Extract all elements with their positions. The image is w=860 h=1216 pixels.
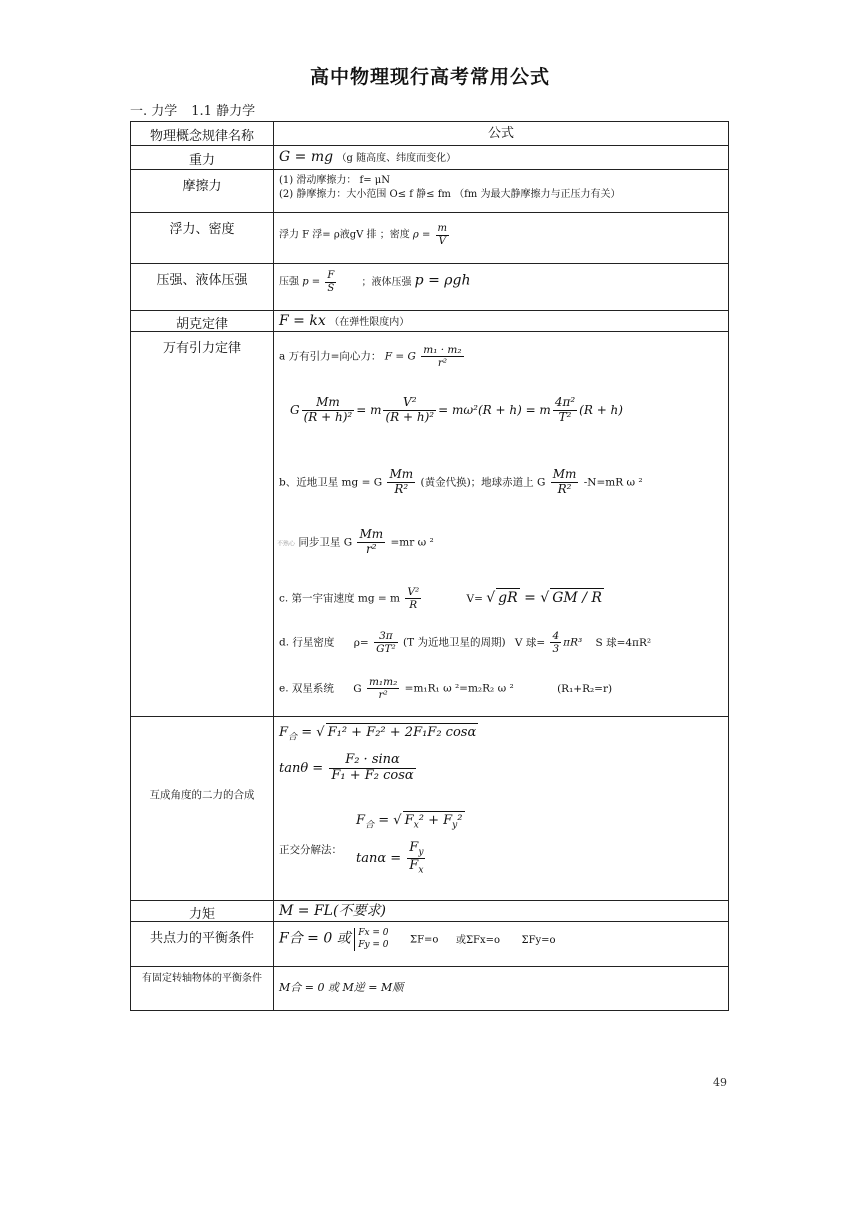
d-rho: ρ= (353, 636, 369, 649)
row-formula (274, 332, 728, 716)
row-formula (274, 922, 728, 966)
sync-end: =mr ω ² (390, 536, 434, 549)
a-fraction (421, 344, 463, 369)
a-formula: F = G (384, 350, 416, 363)
e-g: G (353, 682, 362, 695)
page-number: 49 (713, 1076, 727, 1089)
gravitation-sync: 不熟心 同步卫星 G $\frac{Mm}{\text{r²}}$ =mr ω ² (277, 527, 434, 556)
buoyancy-text: 浮力 F 浮= ρ液gV 排 (279, 229, 377, 241)
pressure-symbol: p = (302, 276, 321, 288)
d-label: d. 行星密度 (279, 636, 335, 649)
page-title: 高中物理现行高考常用公式 (309, 66, 550, 88)
liquid-pressure-formula: p = ρgh (414, 272, 471, 289)
resultant-force-formula: $F_合$ = √ F₁² + F₂² + 2F₁F₂ cosα (279, 725, 477, 743)
sum-fx: 或ΣFx=o (455, 934, 501, 946)
formula-hooke: F = kx (279, 313, 326, 329)
orthogonal-tan: tanα = $\frac{F_y}{F_x}$ (356, 840, 424, 876)
c-label: c. 第一宇宙速度 mg = m (279, 592, 401, 605)
friction-line-2: (2) 静摩擦力：大小范围 O≤ f 静≤ fm （fm 为最大静摩擦力与正压力有关） (279, 188, 621, 200)
formula-table (130, 121, 729, 1011)
d-note: (T 为近地卫星的周期) (403, 636, 506, 649)
sum-fy: ΣFy=o (521, 934, 556, 946)
gravitation-a (279, 344, 466, 369)
gravitation-c: c. 第一宇宙速度 mg = m $\frac{\text{V²}}{R}$ V= √ gR = √ GM / R (279, 586, 602, 612)
header-name: 物理概念规律名称 (149, 129, 254, 144)
gravitation-e: e. 双星系统 G $\frac{\text{m₁m₂}}{\text{r²}}$ =m₁R₁ ω ²=m₂R₂ ω ² (R₁+R₂=r) (279, 676, 613, 702)
row-hooke (131, 310, 728, 331)
row-formula: M合 = 0 或 M逆 = M顺 (279, 981, 404, 994)
section-heading (130, 100, 255, 119)
row-composition (131, 716, 728, 900)
orthogonal-label: 正交分解法： (279, 844, 342, 856)
row-torque (131, 900, 728, 921)
row-pressure (131, 263, 728, 310)
a-label: a 万有引力=向心力： (279, 350, 382, 363)
b-label: b、近地卫星 mg = G (279, 476, 383, 489)
row-gravitation (131, 331, 728, 716)
formula-torque: M = FL(不要求) (279, 903, 386, 919)
liquid-pressure-label: ；液体压强 (361, 276, 412, 288)
friction-line-1: (1) 滑动摩擦力： f= μN (279, 175, 391, 186)
b-end: -N=mR ω ² (583, 476, 643, 489)
row-formula (274, 901, 728, 921)
e-condition: (R₁+R₂=r) (557, 682, 613, 695)
header-formula: 公式 (487, 126, 514, 141)
gravitation-b: b、近地卫星 mg = G $\frac{Mm}{\text{R²}}$ (黄金代换)；地球赤道上 G $\frac{Mm}{\text{R²}}$ -N=mR ω ² (279, 467, 643, 496)
tan-theta-formula: tanθ = $\frac{\text{F₂ · sinα}}{\text{F₁ + F₂ cosα}}$ (279, 752, 414, 783)
row-name: 胡克定律 (175, 317, 228, 332)
row-gravity (131, 145, 728, 169)
pressure-fraction (325, 270, 336, 294)
sync-watermark: 不熟心 (277, 540, 296, 548)
frac-num: m (437, 223, 448, 234)
row-formula (274, 311, 728, 331)
row-formula (274, 264, 728, 310)
row-name: 浮力、密度 (169, 222, 235, 237)
row-formula (274, 717, 728, 900)
sync-label: 同步卫星 G (298, 536, 353, 549)
orthogonal-resultant: $F_合$ = √ $F_x^2 + F_y^2$ (356, 813, 463, 831)
formula-note: （g 随高度、纬度而变化） (336, 153, 457, 164)
row-name: 共点力的平衡条件 (149, 931, 254, 946)
row-name: 摩擦力 (182, 179, 222, 194)
row-formula (274, 146, 728, 169)
pressure-label: 压强 (279, 276, 299, 288)
row-name: 互成角度的二力的合成 (149, 789, 255, 801)
row-name: 重力 (188, 153, 215, 168)
row-formula (274, 213, 728, 263)
c-v: V= (466, 592, 483, 605)
e-label: e. 双星系统 (279, 682, 334, 695)
table-header-row (131, 122, 728, 145)
row-buoyancy (131, 212, 728, 263)
b-mid: (黄金代换)；地球赤道上 G (420, 476, 546, 489)
d-volume: V 球= (514, 636, 546, 649)
row-name: 万有引力定律 (162, 341, 241, 356)
density-symbol: ρ = (412, 229, 431, 241)
row-name: 压强、液体压强 (156, 273, 248, 288)
row-name: 力矩 (188, 907, 215, 922)
density-fraction (436, 223, 449, 247)
gravitation-d: d. 行星密度 ρ= $\frac{3\pi}{\text{GT²}}$ (T 为近地卫星的周期) V 球= $\frac{4}{3}$ πR³ S 球=4πR² (279, 630, 652, 656)
frac-den: V (438, 235, 446, 247)
equilibrium-formula: F合 = 0 或 (279, 930, 351, 947)
row-friction (131, 169, 728, 212)
formula-note: （在弹性限度内） (329, 317, 410, 328)
row-formula (274, 170, 728, 212)
e-equation: =m₁R₁ ω ²=m₂R₂ ω ² (404, 682, 514, 695)
system-eq-1: Fx = 0 (358, 928, 389, 938)
formula-gravity: G = mg (279, 149, 334, 165)
section-label: 一. 力学 (130, 104, 178, 119)
sum-f: ΣF=o (410, 934, 439, 946)
d-surface: S 球=4πR² (595, 636, 652, 649)
frac-den: S (327, 282, 335, 294)
equilibrium-system (354, 928, 388, 951)
gravitation-centripetal-equation: G $\frac{Mm}{\text{(R + h)²}}$ = m $\frac{\text{V²}}{\text{(R + h)²}}$ = mω²(R + h) = m $\frac{\text{4π²}}{\text{T²}}$ (R + h) (290, 395, 623, 424)
section-sub: 1.1 静力学 (191, 104, 256, 119)
frac-num: F (327, 270, 335, 281)
row-equilibrium (131, 921, 728, 966)
frac-num: m₁ · m₂ (423, 344, 462, 356)
density-label: ；密度 (379, 229, 410, 241)
frac-den: r² (437, 357, 448, 370)
row-name: 有固定转轴物体的平衡条件 (142, 973, 262, 984)
system-eq-2: Fy = 0 (358, 939, 389, 950)
row-rotation (131, 966, 728, 1010)
